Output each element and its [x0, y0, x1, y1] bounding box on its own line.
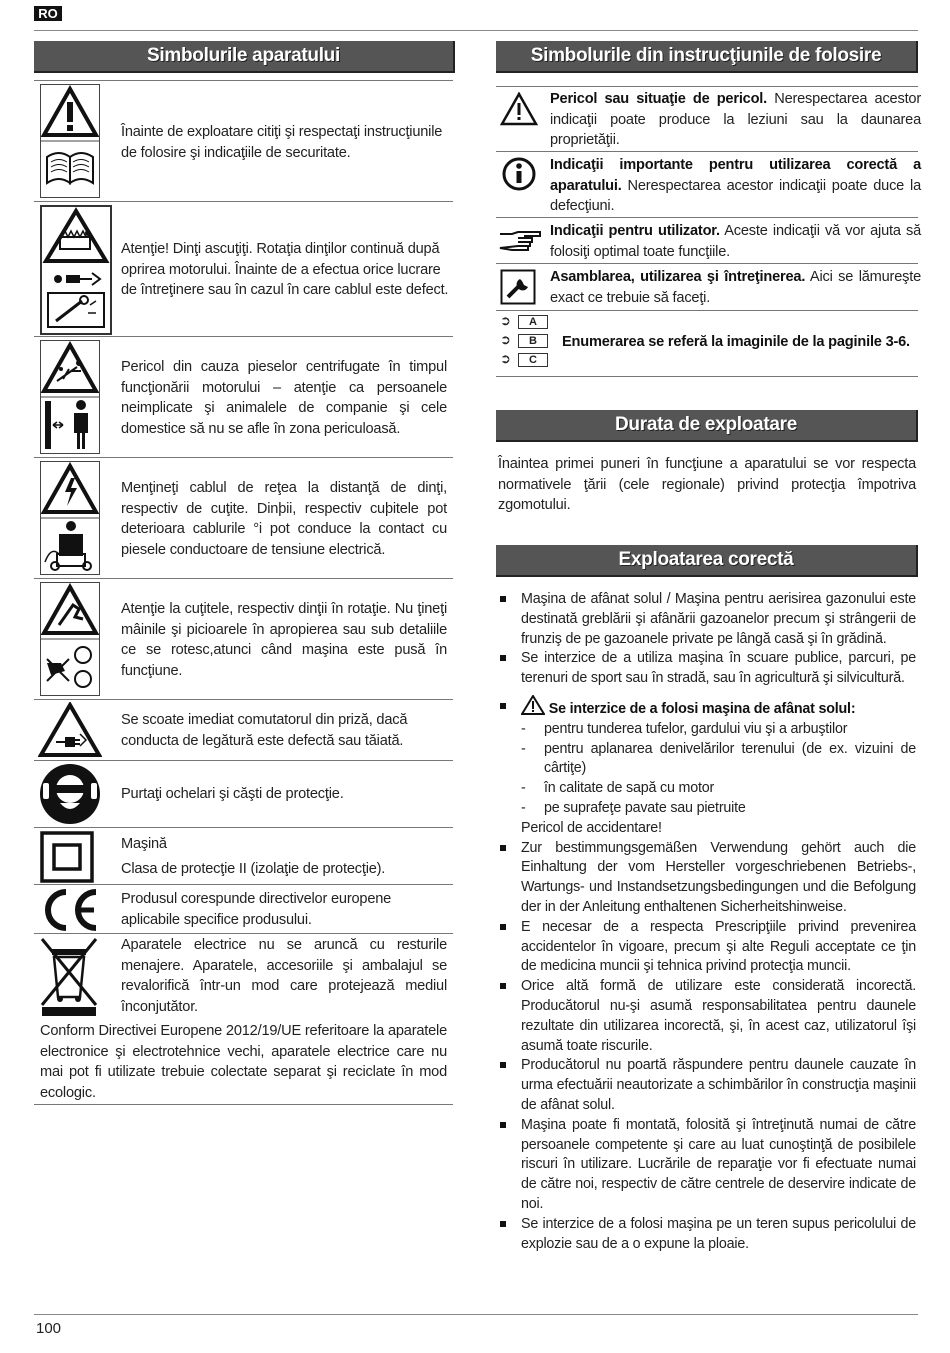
row-text: Produsul corespunde directivelor europene aplicabile specifice produsului. — [121, 891, 392, 928]
row-divider — [496, 263, 918, 264]
warning-icon-group — [40, 84, 100, 198]
electric-icon-group — [40, 461, 100, 575]
list-item: - în calitate de sapă cu motor — [521, 780, 715, 797]
top-rule — [34, 30, 918, 31]
proper-use-list — [496, 590, 916, 1254]
row-text: Aparatele electrice nu se aruncă cu resturile menajere. Aparatele, accesoriile şi ambalajul se revalorifică într-un mod care protejează mediul înconjutător. — [121, 937, 447, 1015]
row-divider — [34, 699, 453, 700]
ce-mark-icon — [38, 886, 102, 932]
list-item: Pericol de accidentare! — [521, 819, 662, 836]
row-divider — [496, 86, 918, 87]
figure-letter-item: ➲ C — [500, 351, 550, 370]
weee-crossed-bin-icon — [38, 935, 100, 1017]
row-divider — [34, 80, 453, 81]
figure-reference-note: Enumerarea se referă la imaginile de la paginile 3-6. — [562, 334, 910, 350]
list-item: Maşina de afânat solul / Maşina pentru aerisirea gazonului este destinată greblării şi afânării gazoanelor precum şi strângerii de frunziş de pe gazoanele private pe lângă casă şi în grădină. — [496, 590, 916, 649]
goggles-ear-protection-icon — [38, 763, 102, 825]
row-divider — [496, 310, 918, 311]
row-text: Atenţie! Dinţi ascuţiţi. Rotaţia dinţilor continuă după oprirea motorului. Înainte de a efectua orice lucrare de întreţinere sau în cazul în care cablul este defect. — [121, 241, 449, 298]
row-divider — [34, 760, 453, 761]
keep-distance-person-icon — [45, 400, 88, 449]
row-divider — [496, 376, 918, 377]
info-icon — [502, 157, 536, 191]
list-item: Maşina poate fi montată, folosită şi întreţinută numai de către persoanele competente şi care au luat cunoştinţă de posibilele riscuri în utilizare. Lucrările de reparaţie vor fi efectuate numai de către noi, respectiv de către centrele de deservire indicate de noi. — [496, 1116, 916, 1215]
row-divider — [34, 457, 453, 458]
figure-letter-item: ➲ B — [500, 332, 550, 351]
thrown-objects-icon-group — [40, 340, 100, 454]
row-text: Atenţie la cuţitele, respectiv dinţii în rotaţie. Nu ţineţi mâinile şi picioarele în apropierea sau sub detaliile ce se rotesc,atunci când maşina este pusă în funcţiune. — [121, 601, 447, 679]
row-divider — [34, 201, 453, 202]
list-item: - pe suprafeţe pavate sau pietruite — [521, 799, 746, 816]
lifetime-header: Durata de exploatare — [496, 410, 918, 442]
unplug-icon — [54, 273, 100, 285]
symbol-description: Asamblarea, utilizarea şi întreţinerea. Aici se lămureşte exact ce trebuie să faceţi. — [550, 269, 921, 306]
figure-letter-item: ➲ A — [500, 313, 550, 332]
thrown-objects-warning-icon — [41, 341, 99, 453]
row-divider — [34, 933, 453, 934]
danger-triangle-icon — [500, 92, 538, 126]
symbol-description: Indicaţii importante pentru utilizarea corectă a aparatului. Nerespectarea acestor indicaţii poate duce la defecţiuni. — [550, 157, 921, 214]
class-ii-double-insulation-icon — [40, 831, 94, 883]
list-item: Se interzice de a folosi maşina de afânat solul: — [496, 695, 916, 720]
list-item: - pentru aplanarea denivelărilor terenului (de ex. vizuini de cârtiţe) — [521, 740, 916, 777]
proper-use-header: Exploatarea corectă — [496, 545, 918, 577]
list-item: E necesar de a respecta Prescripţiile privind prevenirea accidentelor în vigoare, precum şi alte Reguli acceptate ce ţin de medicina muncii şi tehnica privind protecţia muncii. — [496, 918, 916, 977]
row-divider — [34, 884, 453, 885]
language-badge: RO — [34, 6, 62, 21]
rotating-blades-icon-group — [40, 582, 100, 696]
sharp-tines-warning-icon — [42, 207, 110, 333]
warning-icon — [41, 85, 99, 197]
list-item: Zur bestimmungsgemäßen Verwendung gehört auch die Einhaltung der vom Hersteller vorgeschriebenen Betriebs-, Wartungs- und Instandsetzungsbedingungen und die Befolgung der in der Anleitung enthaltenen Sicherheitshinweise. — [496, 839, 916, 918]
weee-directive-note: Conform Directivei Europene 2012/19/UE referitoare la aparatele electronice şi electrotehnice vechi, aparatele electrice care nu mai pot fi utilizate trebuie colectate separat şi reciclate în mod ecologic. — [40, 1023, 447, 1101]
row-text: Maşină — [121, 836, 167, 852]
symbol-description: Indicaţii pentru utilizator. Aceste indicaţii vă vor ajuta să folosiţi optimal toate funcţiile. — [550, 223, 921, 260]
rotating-blades-warning-icon — [41, 583, 99, 695]
figure-letter-list — [500, 313, 550, 370]
maintenance-manual-icon — [48, 293, 104, 327]
manual-symbols-header: Simbolurile din instrucţiunile de folosire — [496, 41, 918, 73]
unplug-warning-icon — [38, 702, 102, 758]
row-text: Se scoate imediat comutatorul din priză, dacă conducta de legătură este defectă sau tăiată. — [121, 712, 408, 749]
row-divider — [496, 151, 918, 152]
keep-hands-feet-away-icon — [47, 647, 91, 687]
list-item: Orice altă formă de utilizare este considerată incorectă. Producătorul nu-şi asumă responsabilitatea pentru daunele rezultate din utilizarea incorectă, şi, în acest caz, utilizatorul îşi asumă toate riscurile. — [496, 977, 916, 1056]
wrench-icon — [500, 269, 536, 305]
symbols-header: Simbolurile aparatului — [34, 41, 455, 73]
list-item: - pentru tunderea tufelor, gardului viu şi a arbuştilor — [521, 720, 848, 737]
list-item: Se interzice de a utiliza maşina în scuare publice, parcuri, pe terenuri de sport sau în stradă, sau în agricultură şi silvicultură. — [496, 649, 916, 689]
warning-icon — [521, 695, 545, 715]
page-number: 100 — [36, 1320, 62, 1337]
row-text: Pericol din cauza pieselor centrifugate în timpul funcţionării motorului – atenţie ca persoanele neimplicate şi animalele de companie şi cele domestice să nu se afle în zona periculoasă. — [121, 359, 447, 437]
row-divider — [34, 578, 453, 579]
lifetime-text: Înaintea primei puneri în funcţiune a aparatului se vor respecta normativele ţării (cele regionale) privind protecţia împotriva zgomotului. — [498, 456, 916, 513]
row-text: Purtaţi ochelari şi căşti de protecţie. — [121, 786, 344, 802]
row-divider — [496, 217, 918, 218]
row-text: Menţineţi cablul de reţea la distanţă de dinţi, respectiv de cuţite. Dinþii, respectiv cuþitele pot deterioara cablurile °i pot conduce la contact cu piesele conductoare de tensiune electrică. — [121, 480, 447, 558]
row-text: Înainte de exploatare citiţi şi respectaţi instrucţiunile de folosire şi indicaţiile de securitate. — [121, 124, 443, 161]
cable-distance-icon — [45, 521, 91, 570]
row-text: Clasa de protecţie II (izolaţie de protecţie). — [121, 861, 386, 877]
pointing-hand-icon — [498, 228, 542, 252]
footer-rule — [34, 1314, 918, 1315]
row-divider — [34, 336, 453, 337]
symbol-description: Pericol sau situaţie de pericol. Nerespectarea acestor indicaţii poate produce la leziuni sau la daunarea proprietăţii. — [550, 91, 921, 148]
list-item: Se interzice de a folosi maşina pe un teren supus pericolului de explozie sau de a o expune la ploaie. — [496, 1215, 916, 1255]
left-column-end-rule — [34, 1104, 453, 1105]
list-item: Producătorul nu poartă răspundere pentru daunele cauzate în urma efectuării neautorizate a schimbărilor în construcţia maşinii de afânat solul. — [496, 1056, 916, 1115]
row-divider — [34, 827, 453, 828]
electric-shock-warning-icon — [41, 462, 99, 574]
read-manual-icon — [47, 153, 93, 183]
tines-icon-group — [40, 205, 112, 335]
